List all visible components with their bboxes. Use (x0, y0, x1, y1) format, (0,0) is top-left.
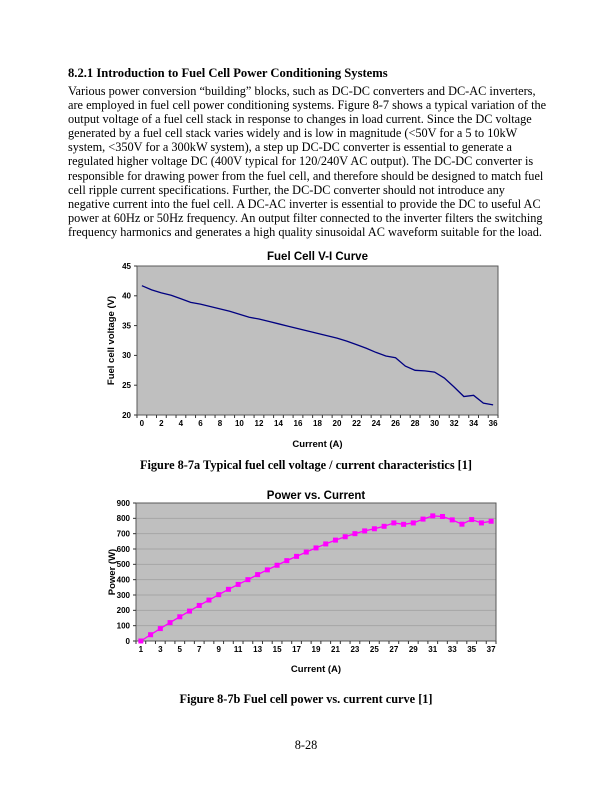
svg-text:14: 14 (274, 419, 283, 428)
svg-text:18: 18 (313, 419, 322, 428)
svg-text:700: 700 (116, 529, 130, 539)
svg-text:800: 800 (116, 514, 130, 524)
section-heading: 8.2.1 Introduction to Fuel Cell Power Conditioning Systems (68, 66, 388, 80)
svg-text:200: 200 (116, 606, 130, 616)
svg-text:34: 34 (469, 419, 479, 428)
svg-text:36: 36 (488, 419, 498, 428)
svg-text:Current (A): Current (A) (290, 664, 342, 675)
svg-text:22: 22 (352, 419, 361, 428)
svg-text:8: 8 (217, 419, 223, 428)
svg-text:Power vs. Current: Power vs. Current (266, 490, 366, 502)
svg-text:17: 17 (292, 645, 301, 654)
svg-text:Fuel Cell V-I Curve: Fuel Cell V-I Curve (267, 251, 368, 263)
body-paragraph: Various power conversion “building” blocks, such as DC-DC converters and DC-AC inverters, are employed in fuel cell power conditioning systems. Figure 8-7 shows a typical variation of the output voltage of a fuel cell stack in response to changes in load current. Since the DC voltage generated by a fuel cell stack varies widely and is low in magnitude (<50V for a 5 to 10kW system, <350V for a 300kW system), a step up DC-DC converter is essential to generate a regulated higher voltage DC (400V typical for 120/240V AC output). The DC-DC converter is responsible for drawing power from the fuel cell, and therefore should be designed to match fuel cell ripple current specifications. Further, the DC-DC converter should not introduce any negative current into the fuel cell. A DC-AC inverter is essential to provide the DC to useful AC power at 60Hz or 50Hz frequency. An output filter connected to the inverter filters the switching frequency harmonics and generates a high quality sinusoidal AC waveform suitable for the load. (68, 84, 547, 239)
svg-text:9: 9 (216, 645, 221, 654)
figure-a-caption: Figure 8-7a Typical fuel cell voltage / current characteristics [1] (139, 458, 473, 472)
svg-text:16: 16 (293, 419, 303, 428)
svg-text:300: 300 (116, 590, 130, 600)
svg-text:45: 45 (122, 261, 131, 271)
svg-text:33: 33 (447, 645, 457, 654)
svg-text:600: 600 (116, 544, 130, 554)
svg-text:13: 13 (253, 645, 263, 654)
svg-text:4: 4 (178, 419, 184, 428)
svg-text:20: 20 (122, 410, 131, 420)
svg-text:6: 6 (198, 419, 203, 428)
svg-text:10: 10 (234, 419, 244, 428)
svg-text:0: 0 (125, 636, 130, 646)
svg-text:7: 7 (197, 645, 202, 654)
svg-text:30: 30 (430, 419, 440, 428)
svg-text:21: 21 (331, 645, 340, 654)
figure-8-7a-chart-container (100, 250, 512, 456)
svg-text:0: 0 (139, 419, 145, 428)
fuel-cell-vi-curve-chart (100, 250, 512, 456)
svg-text:500: 500 (116, 560, 130, 570)
svg-text:20: 20 (332, 419, 342, 428)
svg-text:3: 3 (158, 645, 163, 654)
svg-text:35: 35 (122, 321, 131, 331)
svg-text:1: 1 (138, 645, 144, 654)
svg-text:2: 2 (159, 419, 164, 428)
svg-text:900: 900 (116, 498, 130, 508)
svg-text:24: 24 (371, 419, 381, 428)
svg-text:Current (A): Current (A) (292, 439, 343, 450)
figure-8-7b-chart-container (100, 488, 512, 688)
svg-text:400: 400 (116, 575, 130, 585)
page-number: 8-28 (294, 738, 318, 752)
svg-text:35: 35 (467, 645, 477, 654)
svg-text:15: 15 (272, 645, 282, 654)
svg-text:37: 37 (486, 645, 496, 654)
svg-text:5: 5 (177, 645, 183, 654)
svg-text:32: 32 (449, 419, 459, 428)
svg-text:Power (W): Power (W) (107, 548, 118, 596)
svg-text:19: 19 (311, 645, 321, 654)
svg-text:25: 25 (369, 645, 379, 654)
svg-text:27: 27 (389, 645, 399, 654)
svg-text:40: 40 (122, 291, 131, 301)
svg-text:23: 23 (350, 645, 360, 654)
svg-text:Fuel cell voltage (V): Fuel cell voltage (V) (106, 295, 117, 386)
svg-text:30: 30 (122, 351, 131, 361)
svg-text:26: 26 (391, 419, 401, 428)
svg-text:31: 31 (428, 645, 438, 654)
power-vs-current-chart (100, 488, 512, 688)
svg-text:25: 25 (122, 381, 131, 390)
figure-b-caption: Figure 8-7b Fuel cell power vs. current curve [1] (179, 692, 433, 706)
svg-text:28: 28 (410, 419, 420, 428)
svg-text:12: 12 (254, 419, 264, 428)
svg-text:29: 29 (408, 645, 418, 654)
svg-text:100: 100 (116, 621, 130, 631)
svg-text:11: 11 (233, 645, 243, 654)
